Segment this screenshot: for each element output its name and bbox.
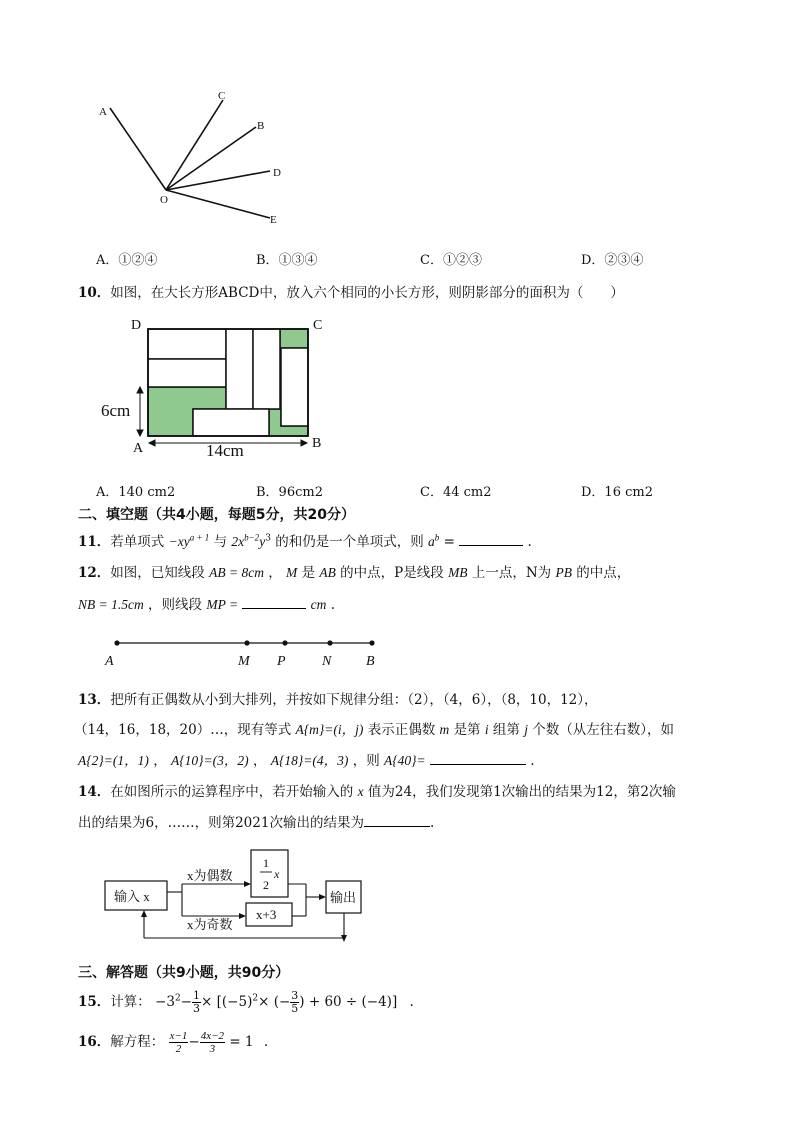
- flow-odd-label: x为奇数: [187, 917, 233, 932]
- q12-answer-blank[interactable]: [242, 596, 306, 609]
- angle-label-d: D: [273, 167, 281, 179]
- section-2-title: 二、填空题（共4小题，每题5分，共20分）: [78, 507, 355, 523]
- flow-output-label: 输出: [330, 890, 357, 905]
- q10-option-a[interactable]: A．140 cm2: [96, 485, 176, 500]
- flow-plus3-label: x+3: [256, 907, 277, 922]
- flow-half-num: 1: [263, 856, 269, 870]
- angle-label-b: B: [257, 120, 265, 132]
- q9-option-a[interactable]: A．①②④: [96, 253, 158, 268]
- q15-fraction-2: $\frac{3}{5}$: [291, 989, 299, 1015]
- q11-answer-blank[interactable]: [459, 533, 523, 546]
- q16-question: 16．解方程： $\frac{x-1}{2}$ − $\frac{4x-2}{3}$ = 1 .: [78, 1030, 269, 1055]
- q10-number: 10．: [78, 285, 111, 301]
- angle-label-o: O: [160, 194, 168, 206]
- angle-label-a: A: [99, 106, 107, 118]
- flow-even-label: x为偶数: [187, 868, 233, 883]
- point-n: N: [322, 654, 332, 669]
- width-label: 14cm: [206, 441, 244, 460]
- q13-line-1: 13．把所有正偶数从小到大排列，并按如下规律分组：（2），（4，6），（8，10，12），: [78, 692, 598, 708]
- q12-line-1: 12．如图，已知线段 AB = 8cm ， M 是 AB 的中点，P是线段 MB 上一点，N为 PB 的中点，: [78, 565, 631, 581]
- rect-label-b: B: [312, 436, 322, 451]
- q10-question: [78, 281, 624, 301]
- q9-option-c[interactable]: C．①②③: [420, 253, 482, 268]
- rect-label-d: D: [131, 318, 142, 333]
- section-3-title: 三、解答题（共9小题，共90分）: [78, 965, 290, 981]
- q10-option-d[interactable]: D．16 cm2: [581, 485, 653, 500]
- point-a: A: [105, 654, 114, 669]
- q11-question: 11．若单项式 $-xy^{a + 1}$ 与 $2x^{b-2}y^3$ 的和仍是一个单项式，则 $a^b$ = .: [78, 532, 532, 550]
- height-label: 6cm: [101, 401, 131, 420]
- q13-line-3: A{2}=(1，1) ， A{10}=(3，2) ， A{18}=(4，3) ，则 A{40}= .: [78, 753, 535, 769]
- q10-option-c[interactable]: C．44 cm2: [420, 485, 492, 500]
- point-b: B: [366, 654, 375, 669]
- rect-label-a: A: [133, 441, 144, 456]
- q10-option-b[interactable]: B．96cm2: [256, 485, 323, 500]
- flowchart: [100, 845, 370, 950]
- point-m: M: [238, 654, 250, 669]
- angle-label-c: C: [218, 90, 226, 102]
- q9-option-d[interactable]: D．②③④: [581, 253, 644, 268]
- q12-line-2: NB = 1.5cm ，则线段 MP = cm .: [78, 597, 335, 613]
- q14-line-2: 出的结果为6，……，则第2021次输出的结果为 .: [78, 815, 435, 831]
- q15-question: 15．计算： $-3^2-$ $\frac{1}{3}$ × [$(-5)^2\times$ (− $\frac{3}{5}$ ) + 60 ÷ (−4)] .: [78, 989, 414, 1015]
- segment-figure: [100, 634, 390, 670]
- q13-line-2: （14，16，18，20）…，现有等式 A{m}=(i，j) 表示正偶数 m 是第 i 组第 j 个数（从左往右数），如: [74, 722, 675, 738]
- point-p: P: [277, 654, 286, 669]
- q14-answer-blank[interactable]: [364, 814, 430, 827]
- flow-half-var: x: [274, 867, 280, 881]
- flow-half-den: 2: [263, 878, 269, 892]
- q14-line-1: 14．在如图所示的运算程序中，若开始输入的 x 值为24，我们发现第1次输出的结果为12，第2次输: [78, 784, 676, 800]
- q15-fraction-1: $\frac{1}{3}$: [193, 989, 201, 1015]
- rectangle-figure: [95, 312, 335, 462]
- q9-option-b[interactable]: B．①③④: [256, 253, 318, 268]
- flow-input-label: 输入 x: [114, 889, 150, 904]
- rect-label-c: C: [313, 318, 323, 333]
- q10-text: 如图，在大长方形ABCD中，放入六个相同的小长方形，则阴影部分的面积为（ ）: [110, 285, 624, 301]
- q16-fraction-1: $\frac{x-1}{2}$: [169, 1030, 188, 1055]
- q16-fraction-2: $\frac{4x-2}{3}$: [200, 1030, 225, 1055]
- angle-label-e: E: [270, 214, 277, 226]
- q13-answer-blank[interactable]: [430, 752, 526, 765]
- angle-figure: [90, 80, 310, 230]
